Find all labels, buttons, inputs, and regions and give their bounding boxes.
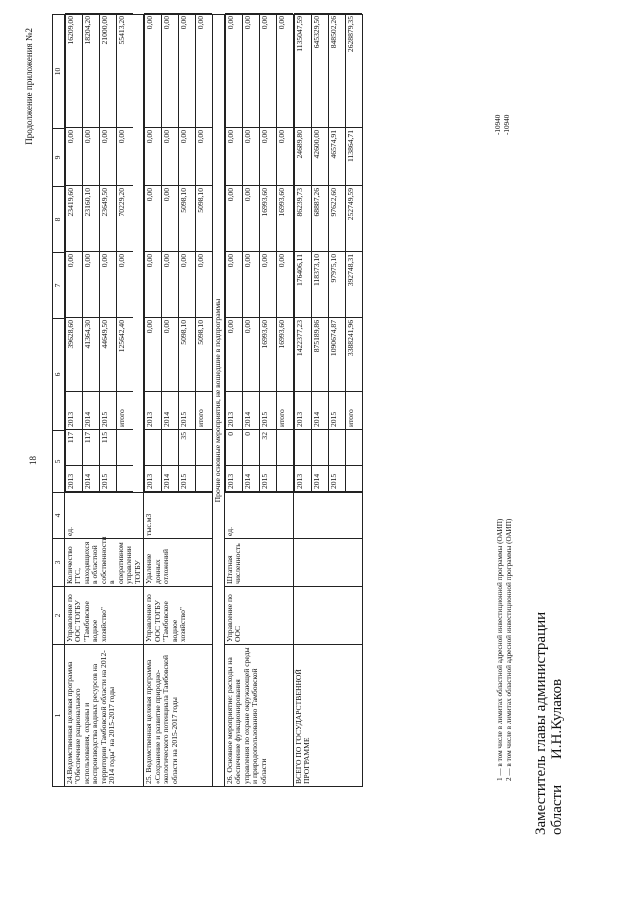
footnote: 2 — в том числе в лимитах областной адресной инвестиционной программы (ОАИП) (505, 518, 513, 781)
value-col9: 0,00 (225, 128, 242, 186)
year-cell (345, 466, 362, 492)
total-mark: -10940 (494, 114, 502, 135)
value-col9: 0,00 (196, 128, 213, 186)
value-col8: 23419,60 (65, 186, 82, 252)
column-number-row (53, 15, 65, 787)
value-col9: 0,00 (179, 128, 196, 186)
value-col7: 0,00 (179, 252, 196, 318)
value-col7: 176406,11 (294, 252, 311, 318)
year-cell: 2013 (225, 466, 242, 492)
total-values (293, 15, 362, 493)
value-total: 16993,60 (259, 318, 276, 392)
signature-block (534, 612, 566, 835)
table-row (162, 14, 179, 492)
year-cell: 2013 (145, 466, 162, 492)
total-empty-3 (293, 539, 362, 587)
value-col7: 0,00 (145, 252, 162, 318)
table-row (179, 14, 196, 492)
value-col7: 0,00 (259, 252, 276, 318)
value-col10: 18204,20 (82, 14, 99, 128)
value-total: 5098,10 (179, 318, 196, 392)
value-col8: 0,00 (225, 186, 242, 252)
program-executor: Управление по ООС (224, 587, 293, 645)
total-empty-4 (293, 493, 362, 539)
indicator-value: 117 (65, 430, 82, 466)
table-row (242, 14, 259, 492)
col-num-1: 1 (53, 645, 65, 787)
empty-cell (294, 430, 311, 466)
value-col9: 46574,91 (328, 128, 345, 186)
program-executor: Управление по ООС ТОГБУ "Тамбовское водное хозяйство" (144, 587, 213, 645)
year-cell: 2013 (294, 392, 311, 430)
value-col7: 0,00 (225, 252, 242, 318)
col-num-8: 8 (53, 187, 65, 253)
indicator-value: 117 (82, 430, 99, 466)
value-col8: 23649,50 (99, 186, 116, 252)
value-total: 3388241,96 (345, 318, 362, 392)
program-executor: Управление по ООС ТОГБУ "Тамбовское водное хозяйство" (64, 587, 144, 645)
year-cell: 2014 (242, 392, 259, 430)
value-col8: 68887,26 (311, 186, 328, 252)
table-row (345, 14, 362, 492)
value-col10: 0,00 (162, 14, 179, 128)
year-cell: итого (196, 392, 213, 430)
section-header: Прочие основные мероприятия, не вошедшие в подпрограммы (213, 15, 225, 787)
indicator-value (116, 430, 133, 466)
year-cell: 2015 (99, 392, 116, 430)
year-cell: 2013 (225, 392, 242, 430)
value-total: 125642,40 (116, 318, 133, 392)
year-cell: 2015 (328, 392, 345, 430)
value-total: 1090674,87 (328, 318, 345, 392)
year-cell: итого (345, 392, 362, 430)
value-col8: 5098,10 (196, 186, 213, 252)
table-row (276, 14, 293, 492)
program-block-24 (64, 15, 144, 787)
indicator-value: 0 (242, 430, 259, 466)
value-col7: 0,00 (276, 252, 293, 318)
year-cell (276, 466, 293, 492)
program-block-26 (224, 15, 293, 787)
value-col10: 21000,00 (99, 14, 116, 128)
program-values (64, 15, 144, 493)
value-col7: 0,00 (116, 252, 133, 318)
value-col8: 97622,60 (328, 186, 345, 252)
value-col9: 0,00 (242, 128, 259, 186)
value-total: 0,00 (225, 318, 242, 392)
year-cell (116, 466, 133, 492)
value-col9: 0,00 (65, 128, 82, 186)
year-cell: 2013 (294, 466, 311, 492)
program-table (52, 14, 363, 787)
program-name: 25. Ведомственная целевая программа «Сохранение и развитие природно-экологического потенциала Тамбовской области на 2015-2017 годы (144, 645, 213, 787)
program-unit: ед. (224, 493, 293, 539)
program-block-25 (144, 15, 213, 787)
year-cell: 2013 (65, 392, 82, 430)
program-name: 26. Основное мероприятие: расходы на обеспечение функционирования управления по охране окружающей среды и природопользованию Тамбовской области (224, 645, 293, 787)
value-col7: 392748,31 (345, 252, 362, 318)
value-col9: 0,00 (276, 128, 293, 186)
value-col7: 0,00 (99, 252, 116, 318)
table-row (65, 14, 82, 492)
value-col10: 0,00 (179, 14, 196, 128)
value-col7: 118373,10 (311, 252, 328, 318)
table-row (145, 14, 162, 492)
value-col8: 16993,60 (276, 186, 293, 252)
program-indicator: Количество ГТС, находящихся в областной собственности в оперативном управлении ТОГБУ (64, 539, 144, 587)
footnote: 1 — в том числе в лимитах областной адресной инвестиционной программы (ОАИП) (496, 518, 504, 781)
year-cell: 2014 (82, 392, 99, 430)
indicator-value (276, 430, 293, 466)
year-cell: 2013 (145, 392, 162, 430)
table-row (294, 14, 311, 492)
table-row (99, 14, 116, 492)
value-total: 5098,10 (196, 318, 213, 392)
value-total: 875189,86 (311, 318, 328, 392)
continuation-note: Продолжение приложения №2 (24, 28, 34, 145)
program-values (144, 15, 213, 493)
value-total: 0,00 (145, 318, 162, 392)
total-marks (494, 115, 511, 135)
col-num-7: 7 (53, 253, 65, 319)
table-row (225, 14, 242, 492)
value-col9: 0,00 (82, 128, 99, 186)
col-num-5: 5 (53, 431, 65, 493)
value-col8: 16993,60 (259, 186, 276, 252)
year-cell: 2015 (179, 392, 196, 430)
value-col9: 42600,00 (311, 128, 328, 186)
value-total: 44649,50 (99, 318, 116, 392)
value-col7: 0,00 (196, 252, 213, 318)
indicator-value: 0 (225, 430, 242, 466)
year-cell: 2014 (162, 466, 179, 492)
value-col9: 0,00 (116, 128, 133, 186)
value-total: 39628,60 (65, 318, 82, 392)
year-cell: 2015 (328, 466, 345, 492)
year-cell: итого (276, 392, 293, 430)
program-values (224, 15, 293, 493)
value-col8: 5098,10 (179, 186, 196, 252)
year-cell: 2014 (311, 466, 328, 492)
program-total-block (293, 15, 362, 787)
value-col8: 23160,10 (82, 186, 99, 252)
indicator-value: 32 (259, 430, 276, 466)
value-col8: 86239,73 (294, 186, 311, 252)
table-row (328, 14, 345, 492)
footnotes (496, 519, 514, 787)
value-col10: 645329,50 (311, 14, 328, 128)
value-col7: 0,00 (162, 252, 179, 318)
col-num-9: 9 (53, 129, 65, 187)
value-col10: 55413,20 (116, 14, 133, 128)
total-mark: -10940 (502, 114, 511, 135)
value-total: 1422377,23 (294, 318, 311, 392)
total-empty-2 (293, 587, 362, 645)
program-indicator: Штатная численность (224, 539, 293, 587)
value-col7: 0,00 (65, 252, 82, 318)
value-col9: 0,00 (99, 128, 116, 186)
value-col10: 848502,26 (328, 14, 345, 128)
page-number: 18 (28, 456, 38, 465)
value-col8: 0,00 (242, 186, 259, 252)
value-col7: 0,00 (82, 252, 99, 318)
program-unit: тыс.м3 (144, 493, 213, 539)
value-col7: 97975,10 (328, 252, 345, 318)
signature-title: Заместитель главы администрации (533, 611, 549, 835)
year-cell: 2015 (259, 466, 276, 492)
table-row (196, 14, 213, 492)
col-num-3: 3 (53, 539, 65, 587)
table-row (116, 14, 133, 492)
value-total: 0,00 (162, 318, 179, 392)
indicator-value (162, 430, 179, 466)
signature-title-cont: области (548, 784, 565, 835)
value-col8: 252749,59 (345, 186, 362, 252)
col-num-2: 2 (53, 587, 65, 645)
value-col9: 0,00 (259, 128, 276, 186)
year-cell: 2015 (179, 466, 196, 492)
value-col10: 2628879,35 (345, 14, 362, 128)
program-name: 24.Ведомственная целевая программа "Обеспечение рационального использования, охраны и воспроизводства водных ресурсов на территории Тамбовской области на 2012-2014 годы" на 2015-2017 годы (64, 645, 144, 787)
value-col8: 0,00 (145, 186, 162, 252)
empty-cell (345, 430, 362, 466)
table-row (259, 14, 276, 492)
value-col10: 0,00 (225, 14, 242, 128)
indicator-value: 35 (179, 430, 196, 466)
table-row (82, 14, 99, 492)
program-unit: ед. (64, 493, 144, 539)
value-col9: 0,00 (162, 128, 179, 186)
value-col10: 1135047,59 (294, 14, 311, 128)
total-label: ВСЕГО ПО ГОСУДАРСТВЕННОЙ ПРОГРАММЕ (293, 645, 362, 787)
value-total: 41364,30 (82, 318, 99, 392)
table-row (311, 14, 328, 492)
year-cell (196, 466, 213, 492)
indicator-value (196, 430, 213, 466)
year-cell: 2015 (259, 392, 276, 430)
col-num-10: 10 (53, 15, 65, 129)
value-col7: 0,00 (242, 252, 259, 318)
value-col9: 113864,71 (345, 128, 362, 186)
year-cell: 2014 (82, 466, 99, 492)
year-cell: 2014 (162, 392, 179, 430)
value-col10: 16209,00 (65, 14, 82, 128)
section-header-row (213, 15, 225, 787)
empty-cell (328, 430, 345, 466)
year-cell: 2015 (99, 466, 116, 492)
value-total: 16993,60 (276, 318, 293, 392)
value-total: 0,00 (242, 318, 259, 392)
col-num-4: 4 (53, 493, 65, 539)
value-col10: 0,00 (276, 14, 293, 128)
value-col10: 0,00 (145, 14, 162, 128)
value-col9: 24689,80 (294, 128, 311, 186)
indicator-value: 115 (99, 430, 116, 466)
year-cell: итого (116, 392, 133, 430)
value-col9: 0,00 (145, 128, 162, 186)
empty-cell (311, 430, 328, 466)
value-col10: 0,00 (196, 14, 213, 128)
year-cell: 2013 (65, 466, 82, 492)
value-col8: 0,00 (162, 186, 179, 252)
year-cell: 2014 (242, 466, 259, 492)
program-indicator: Удаление донных отложений (144, 539, 213, 587)
value-col8: 70229,20 (116, 186, 133, 252)
value-col10: 0,00 (242, 14, 259, 128)
indicator-value (145, 430, 162, 466)
value-col10: 0,00 (259, 14, 276, 128)
col-num-6: 6 (53, 319, 65, 431)
signature-name: И.Н.Кулаков (548, 678, 565, 760)
year-cell: 2014 (311, 392, 328, 430)
